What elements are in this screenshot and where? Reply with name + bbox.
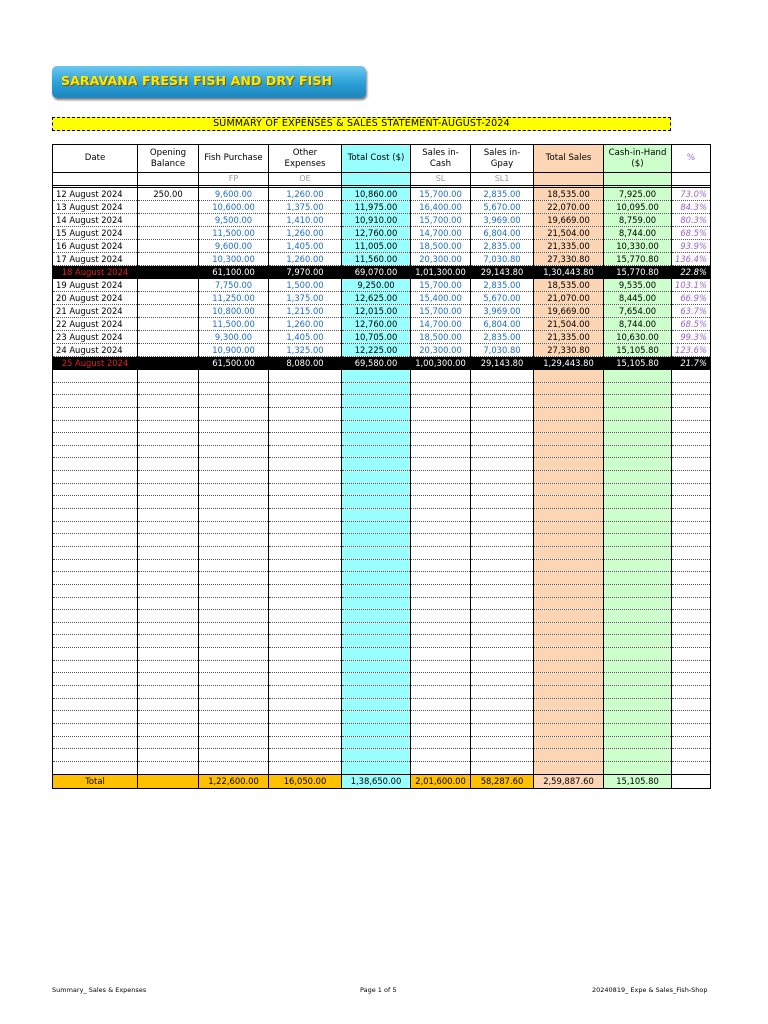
percent-cell: 68.5% [672,227,711,240]
empty-row [53,572,711,585]
percent-cell: 22.8% [672,266,711,279]
date-cell: 22 August 2024 [53,318,138,331]
opening-balance-cell [138,305,199,318]
total-cost-cell: 9,250.00 [342,279,411,292]
percent-cell: 80.3% [672,214,711,227]
total-cost-cell: 12,225.00 [342,344,411,357]
header-row [53,145,711,173]
fish-purchase-cell: 9,600.00 [199,240,269,253]
header-date: Date [53,145,138,173]
total-cash-in-hand: 15,105.80 [604,774,672,788]
empty-row [53,471,711,484]
sales-cash-cell: 16,400.00 [411,201,471,214]
sales-gpay-cell: 3,969.00 [471,214,534,227]
sales-cash-cell: 14,700.00 [411,227,471,240]
table-row [53,188,711,201]
sales-cash-cell: 18,500.00 [411,331,471,344]
table-row [53,253,711,266]
header-other-expenses: Other Expenses [269,145,342,173]
sales-gpay-cell: 5,670.00 [471,201,534,214]
sales-cash-cell: 15,700.00 [411,188,471,201]
sales-gpay-cell: 5,670.00 [471,292,534,305]
header-percent: % [672,145,711,173]
empty-row [53,559,711,572]
table-row [53,227,711,240]
empty-row [53,761,711,774]
sales-gpay-cell: 7,030.80 [471,344,534,357]
total-sales-cell: 18,535.00 [534,188,604,201]
header-opening-balance: Opening Balance [138,145,199,173]
date-cell: 24 August 2024 [53,344,138,357]
total-sales-cash: 2,01,600.00 [411,774,471,788]
sales-gpay-cell: 2,835.00 [471,240,534,253]
sales-gpay-cell: 6,804.00 [471,318,534,331]
opening-balance-cell [138,227,199,240]
total-sales-cell: 21,070.00 [534,292,604,305]
date-cell: 21 August 2024 [53,305,138,318]
fish-purchase-cell: 10,800.00 [199,305,269,318]
fish-purchase-cell: 9,300.00 [199,331,269,344]
company-title: SARAVANA FRESH FISH AND DRY FISH [61,73,333,88]
code-row [53,173,711,186]
sales-cash-cell: 20,300.00 [411,253,471,266]
other-expenses-cell: 1,500.00 [269,279,342,292]
date-cell: 13 August 2024 [53,201,138,214]
opening-balance-cell: 250.00 [138,188,199,201]
fish-purchase-cell: 61,500.00 [199,357,269,370]
percent-cell: 66.9% [672,292,711,305]
total-sales-cell: 1,30,443.80 [534,266,604,279]
sales-gpay-cell: 7,030.80 [471,253,534,266]
weekly-summary-row [53,266,711,279]
code-other-expenses: OE [269,173,342,186]
table-row [53,240,711,253]
opening-balance-cell [138,253,199,266]
empty-row [53,534,711,547]
fish-purchase-cell: 11,500.00 [199,318,269,331]
other-expenses-cell: 1,260.00 [269,188,342,201]
fish-purchase-cell: 7,750.00 [199,279,269,292]
sales-gpay-cell: 29,143.80 [471,357,534,370]
fish-purchase-cell: 10,300.00 [199,253,269,266]
total-sales-cell: 21,504.00 [534,227,604,240]
other-expenses-cell: 1,375.00 [269,292,342,305]
total-cost-cell: 11,975.00 [342,201,411,214]
total-total-sales: 2,59,887.60 [534,774,604,788]
empty-row [53,546,711,559]
sales-cash-cell: 18,500.00 [411,240,471,253]
empty-row [53,458,711,471]
sales-gpay-cell: 2,835.00 [471,331,534,344]
total-sales-cell: 19,669.00 [534,214,604,227]
percent-cell: 123.6% [672,344,711,357]
empty-row [53,622,711,635]
empty-row [53,660,711,673]
empty-row [53,635,711,648]
empty-row [53,407,711,420]
percent-cell: 99.3% [672,331,711,344]
footer-right: 20240819_ Expe & Sales_Fish-Shop [592,986,708,994]
cash-in-hand-cell: 8,744.00 [604,227,672,240]
empty-row [53,433,711,446]
total-sales-cell: 18,535.00 [534,279,604,292]
opening-balance-cell [138,214,199,227]
other-expenses-cell: 1,405.00 [269,331,342,344]
total-cost-cell: 11,560.00 [342,253,411,266]
date-cell: 23 August 2024 [53,331,138,344]
empty-row [53,521,711,534]
percent-cell: 136.4% [672,253,711,266]
other-expenses-cell: 1,405.00 [269,240,342,253]
date-cell: 18 August 2024 [53,266,138,279]
empty-row [53,382,711,395]
total-sales-cell: 27,330.80 [534,253,604,266]
fish-purchase-cell: 11,500.00 [199,227,269,240]
sales-gpay-cell: 2,835.00 [471,188,534,201]
fish-purchase-cell: 10,600.00 [199,201,269,214]
table-row [53,292,711,305]
total-sales-cell: 27,330.80 [534,344,604,357]
sales-gpay-cell: 6,804.00 [471,227,534,240]
empty-row [53,648,711,661]
fish-purchase-cell: 61,100.00 [199,266,269,279]
total-cost-cell: 10,705.00 [342,331,411,344]
other-expenses-cell: 7,970.00 [269,266,342,279]
table-row [53,201,711,214]
cash-in-hand-cell: 10,330.00 [604,240,672,253]
empty-row [53,395,711,408]
fish-purchase-cell: 10,900.00 [199,344,269,357]
empty-row [53,370,711,383]
date-cell: 19 August 2024 [53,279,138,292]
header-total-sales: Total Sales [534,145,604,173]
percent-cell: 84.3% [672,201,711,214]
sales-cash-cell: 14,700.00 [411,318,471,331]
other-expenses-cell: 1,260.00 [269,227,342,240]
sales-cash-cell: 1,00,300.00 [411,357,471,370]
other-expenses-cell: 8,080.00 [269,357,342,370]
sales-gpay-cell: 2,835.00 [471,279,534,292]
empty-row [53,610,711,623]
total-sales-cell: 19,669.00 [534,305,604,318]
percent-cell: 93.9% [672,240,711,253]
other-expenses-cell: 1,410.00 [269,214,342,227]
footer-center: Page 1 of 5 [360,986,397,994]
footer-left: Summary_ Sales & Expenses [52,986,147,994]
header-cash-in-hand: Cash-in-Hand ($) [604,145,672,173]
date-cell: 15 August 2024 [53,227,138,240]
sales-cash-cell: 15,700.00 [411,214,471,227]
total-fish-purchase: 1,22,600.00 [199,774,269,788]
header-sales-gpay: Sales in-Gpay [471,145,534,173]
empty-row [53,723,711,736]
empty-row [53,597,711,610]
fish-purchase-cell: 11,250.00 [199,292,269,305]
table-row [53,279,711,292]
date-cell: 16 August 2024 [53,240,138,253]
percent-cell: 73.0% [672,188,711,201]
cash-in-hand-cell: 9,535.00 [604,279,672,292]
date-cell: 14 August 2024 [53,214,138,227]
total-cost-cell: 69,580.00 [342,357,411,370]
fish-purchase-cell: 9,600.00 [199,188,269,201]
empty-row [53,673,711,686]
cash-in-hand-cell: 15,770.80 [604,266,672,279]
opening-balance-cell [138,292,199,305]
opening-balance-cell [138,318,199,331]
table-row [53,214,711,227]
sales-cash-cell: 15,700.00 [411,305,471,318]
header-fish-purchase: Fish Purchase [199,145,269,173]
total-sales-cell: 22,070.00 [534,201,604,214]
other-expenses-cell: 1,260.00 [269,253,342,266]
total-cost-cell: 10,860.00 [342,188,411,201]
cash-in-hand-cell: 10,630.00 [604,331,672,344]
other-expenses-cell: 1,260.00 [269,318,342,331]
opening-balance-cell [138,201,199,214]
company-banner [52,66,366,98]
date-cell: 17 August 2024 [53,253,138,266]
cash-in-hand-cell: 7,925.00 [604,188,672,201]
statement-title: SUMMARY OF EXPENSES & SALES STATEMENT-AUGUST-2024 [52,117,671,131]
cash-in-hand-cell: 8,744.00 [604,318,672,331]
cash-in-hand-cell: 7,654.00 [604,305,672,318]
sales-cash-cell: 1,01,300.00 [411,266,471,279]
empty-row [53,584,711,597]
total-sales-gpay: 58,287.60 [471,774,534,788]
percent-cell: 21.7% [672,357,711,370]
total-cost-cell: 12,015.00 [342,305,411,318]
table-row [53,305,711,318]
date-cell: 25 August 2024 [53,357,138,370]
summary-table [52,144,711,789]
total-cost-cell: 10,910.00 [342,214,411,227]
opening-balance-cell [138,266,199,279]
cash-in-hand-cell: 15,770.80 [604,253,672,266]
code-sales-cash: SL [411,173,471,186]
opening-balance-cell [138,279,199,292]
sales-cash-cell: 15,400.00 [411,292,471,305]
empty-row [53,496,711,509]
date-cell: 20 August 2024 [53,292,138,305]
header-total-cost: Total Cost ($) [342,145,411,173]
other-expenses-cell: 1,215.00 [269,305,342,318]
sales-gpay-cell: 29,143.80 [471,266,534,279]
sales-cash-cell: 15,700.00 [411,279,471,292]
cash-in-hand-cell: 10,095.00 [604,201,672,214]
opening-balance-cell [138,344,199,357]
empty-row [53,711,711,724]
total-sales-cell: 21,335.00 [534,331,604,344]
percent-cell: 68.5% [672,318,711,331]
code-fish-purchase: FP [199,173,269,186]
header-sales-cash: Sales in-Cash [411,145,471,173]
empty-row [53,509,711,522]
cash-in-hand-cell: 8,445.00 [604,292,672,305]
total-row [53,774,711,788]
total-total-cost: 1,38,650.00 [342,774,411,788]
empty-row [53,420,711,433]
opening-balance-cell [138,331,199,344]
percent-cell: 103.1% [672,279,711,292]
total-cost-cell: 11,005.00 [342,240,411,253]
weekly-summary-row [53,357,711,370]
code-sales-gpay: SL1 [471,173,534,186]
percent-cell: 63.7% [672,305,711,318]
total-cost-cell: 69,070.00 [342,266,411,279]
opening-balance-cell [138,240,199,253]
date-cell: 12 August 2024 [53,188,138,201]
total-label: Total [53,774,138,788]
total-sales-cell: 21,504.00 [534,318,604,331]
total-cost-cell: 12,760.00 [342,227,411,240]
empty-row [53,686,711,699]
sales-gpay-cell: 3,969.00 [471,305,534,318]
opening-balance-cell [138,357,199,370]
empty-row [53,445,711,458]
empty-row [53,483,711,496]
table-row [53,331,711,344]
sales-cash-cell: 20,300.00 [411,344,471,357]
total-cost-cell: 12,760.00 [342,318,411,331]
total-sales-cell: 1,29,443.80 [534,357,604,370]
total-cost-cell: 12,625.00 [342,292,411,305]
other-expenses-cell: 1,375.00 [269,201,342,214]
cash-in-hand-cell: 15,105.80 [604,344,672,357]
table-row [53,318,711,331]
total-other-expenses: 16,050.00 [269,774,342,788]
empty-row [53,749,711,762]
table-row [53,344,711,357]
total-sales-cell: 21,335.00 [534,240,604,253]
empty-row [53,698,711,711]
cash-in-hand-cell: 15,105.80 [604,357,672,370]
empty-row [53,736,711,749]
other-expenses-cell: 1,325.00 [269,344,342,357]
cash-in-hand-cell: 8,759.00 [604,214,672,227]
fish-purchase-cell: 9,500.00 [199,214,269,227]
